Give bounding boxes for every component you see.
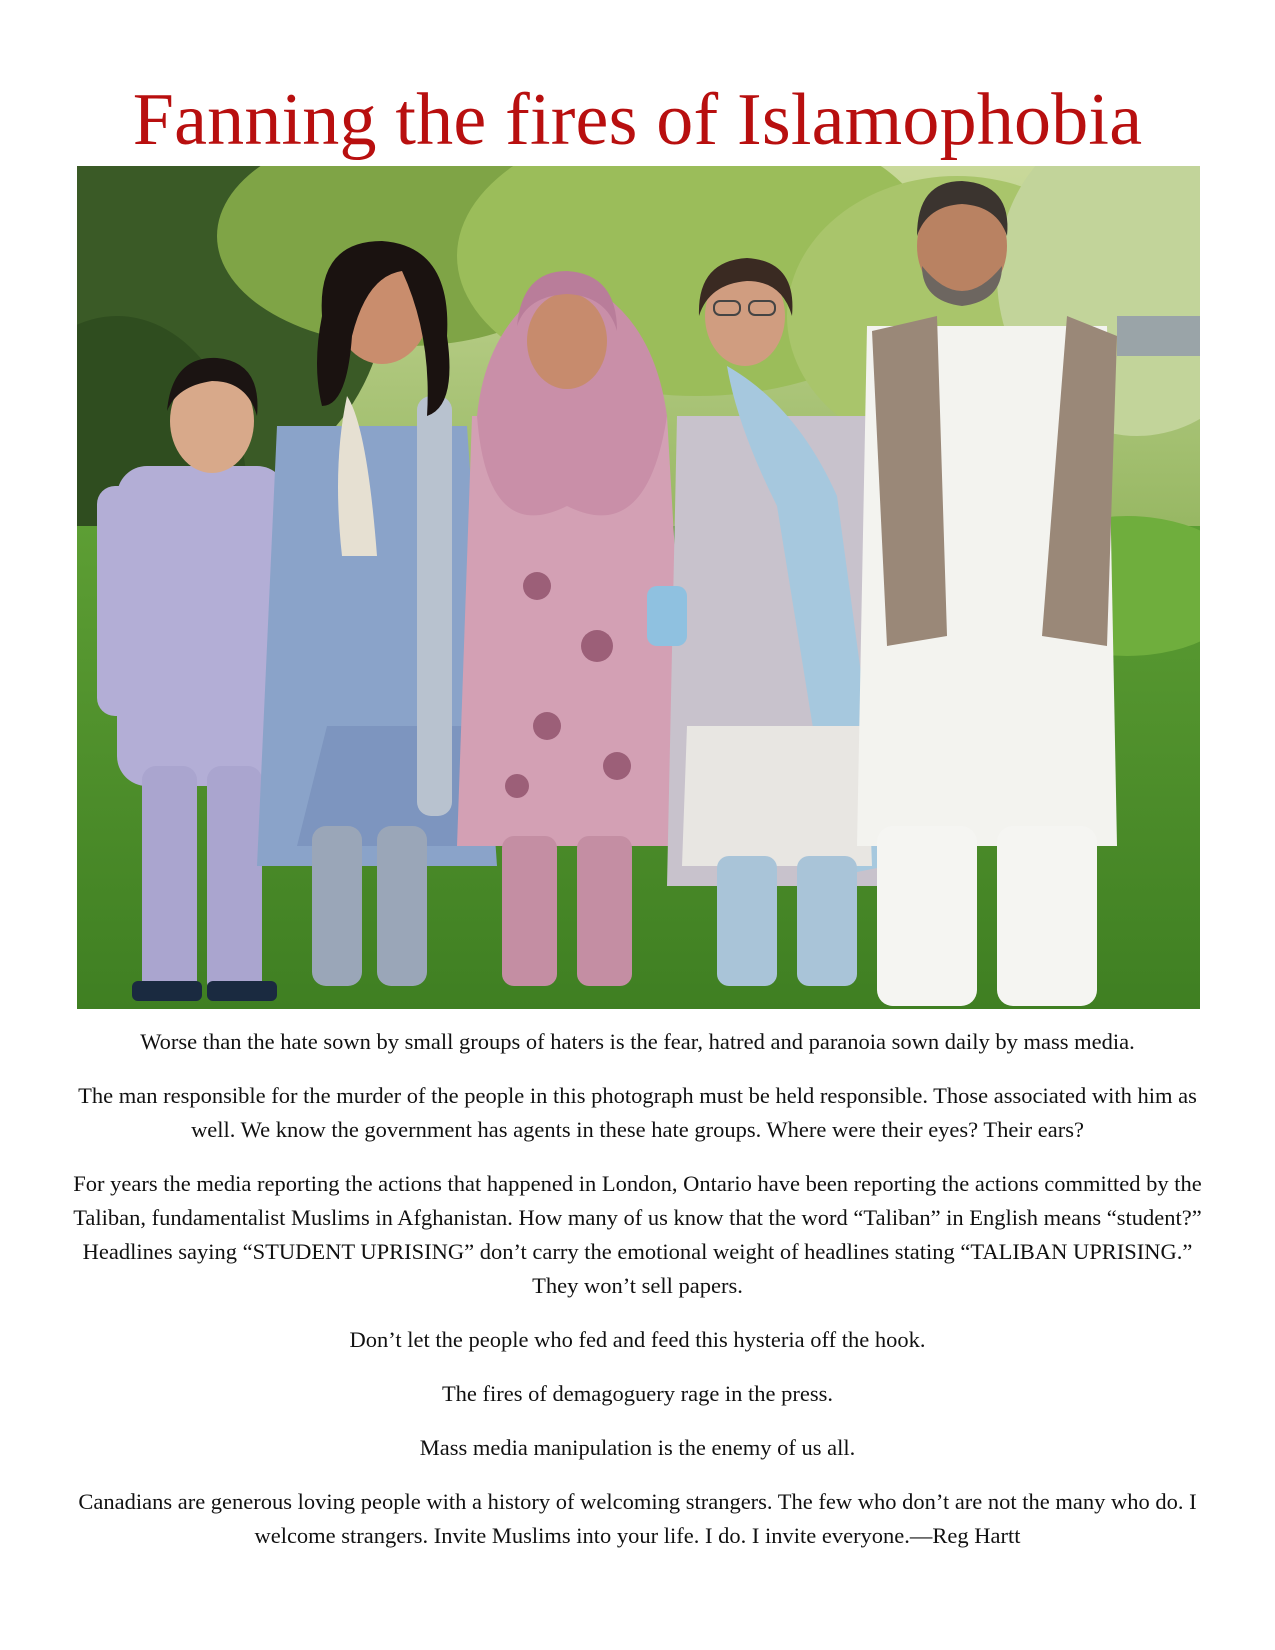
paragraph-taliban: For years the media reporting the actions that happened in London, Ontario have been reporting the actions committed by the Taliban, fundamentalist Muslims in Afghanistan. How many of us know that the word “Taliban” in English means “student?” Headlines saying “STUDENT UPRISING” don’t carry the emotional weight of headlines stating “TALIBAN UPRISING.” They won’t sell papers.	[73, 1171, 1202, 1298]
paragraph-intro: Worse than the hate sown by small groups of haters is the fear, hatred and paranoia sown daily by mass media.	[140, 1029, 1135, 1054]
paragraph-hysteria: Don’t let the people who fed and feed this hysteria off the hook.	[349, 1327, 926, 1352]
family-photo	[77, 166, 1200, 1009]
paragraph-responsibility: The man responsible for the murder of the people in this photograph must be held responsible. Those associated with him as well. We know the government has agents in these hate groups. Where were their eyes? Their ears?	[78, 1083, 1197, 1142]
paragraph-manipulation: Mass media manipulation is the enemy of us all.	[419, 1435, 856, 1460]
article-body	[60, 1025, 1215, 1573]
paragraph-closing: Canadians are generous loving people with a history of welcoming strangers. The few who don’t are not the many who do. I welcome strangers. Invite Muslims into your life. I do. I invite everyone.—Reg Hartt	[78, 1489, 1197, 1548]
paragraph-demagoguery: The fires of demagoguery rage in the press.	[441, 1381, 834, 1406]
headline: Fanning the fires of Islamophobia	[132, 79, 1143, 161]
